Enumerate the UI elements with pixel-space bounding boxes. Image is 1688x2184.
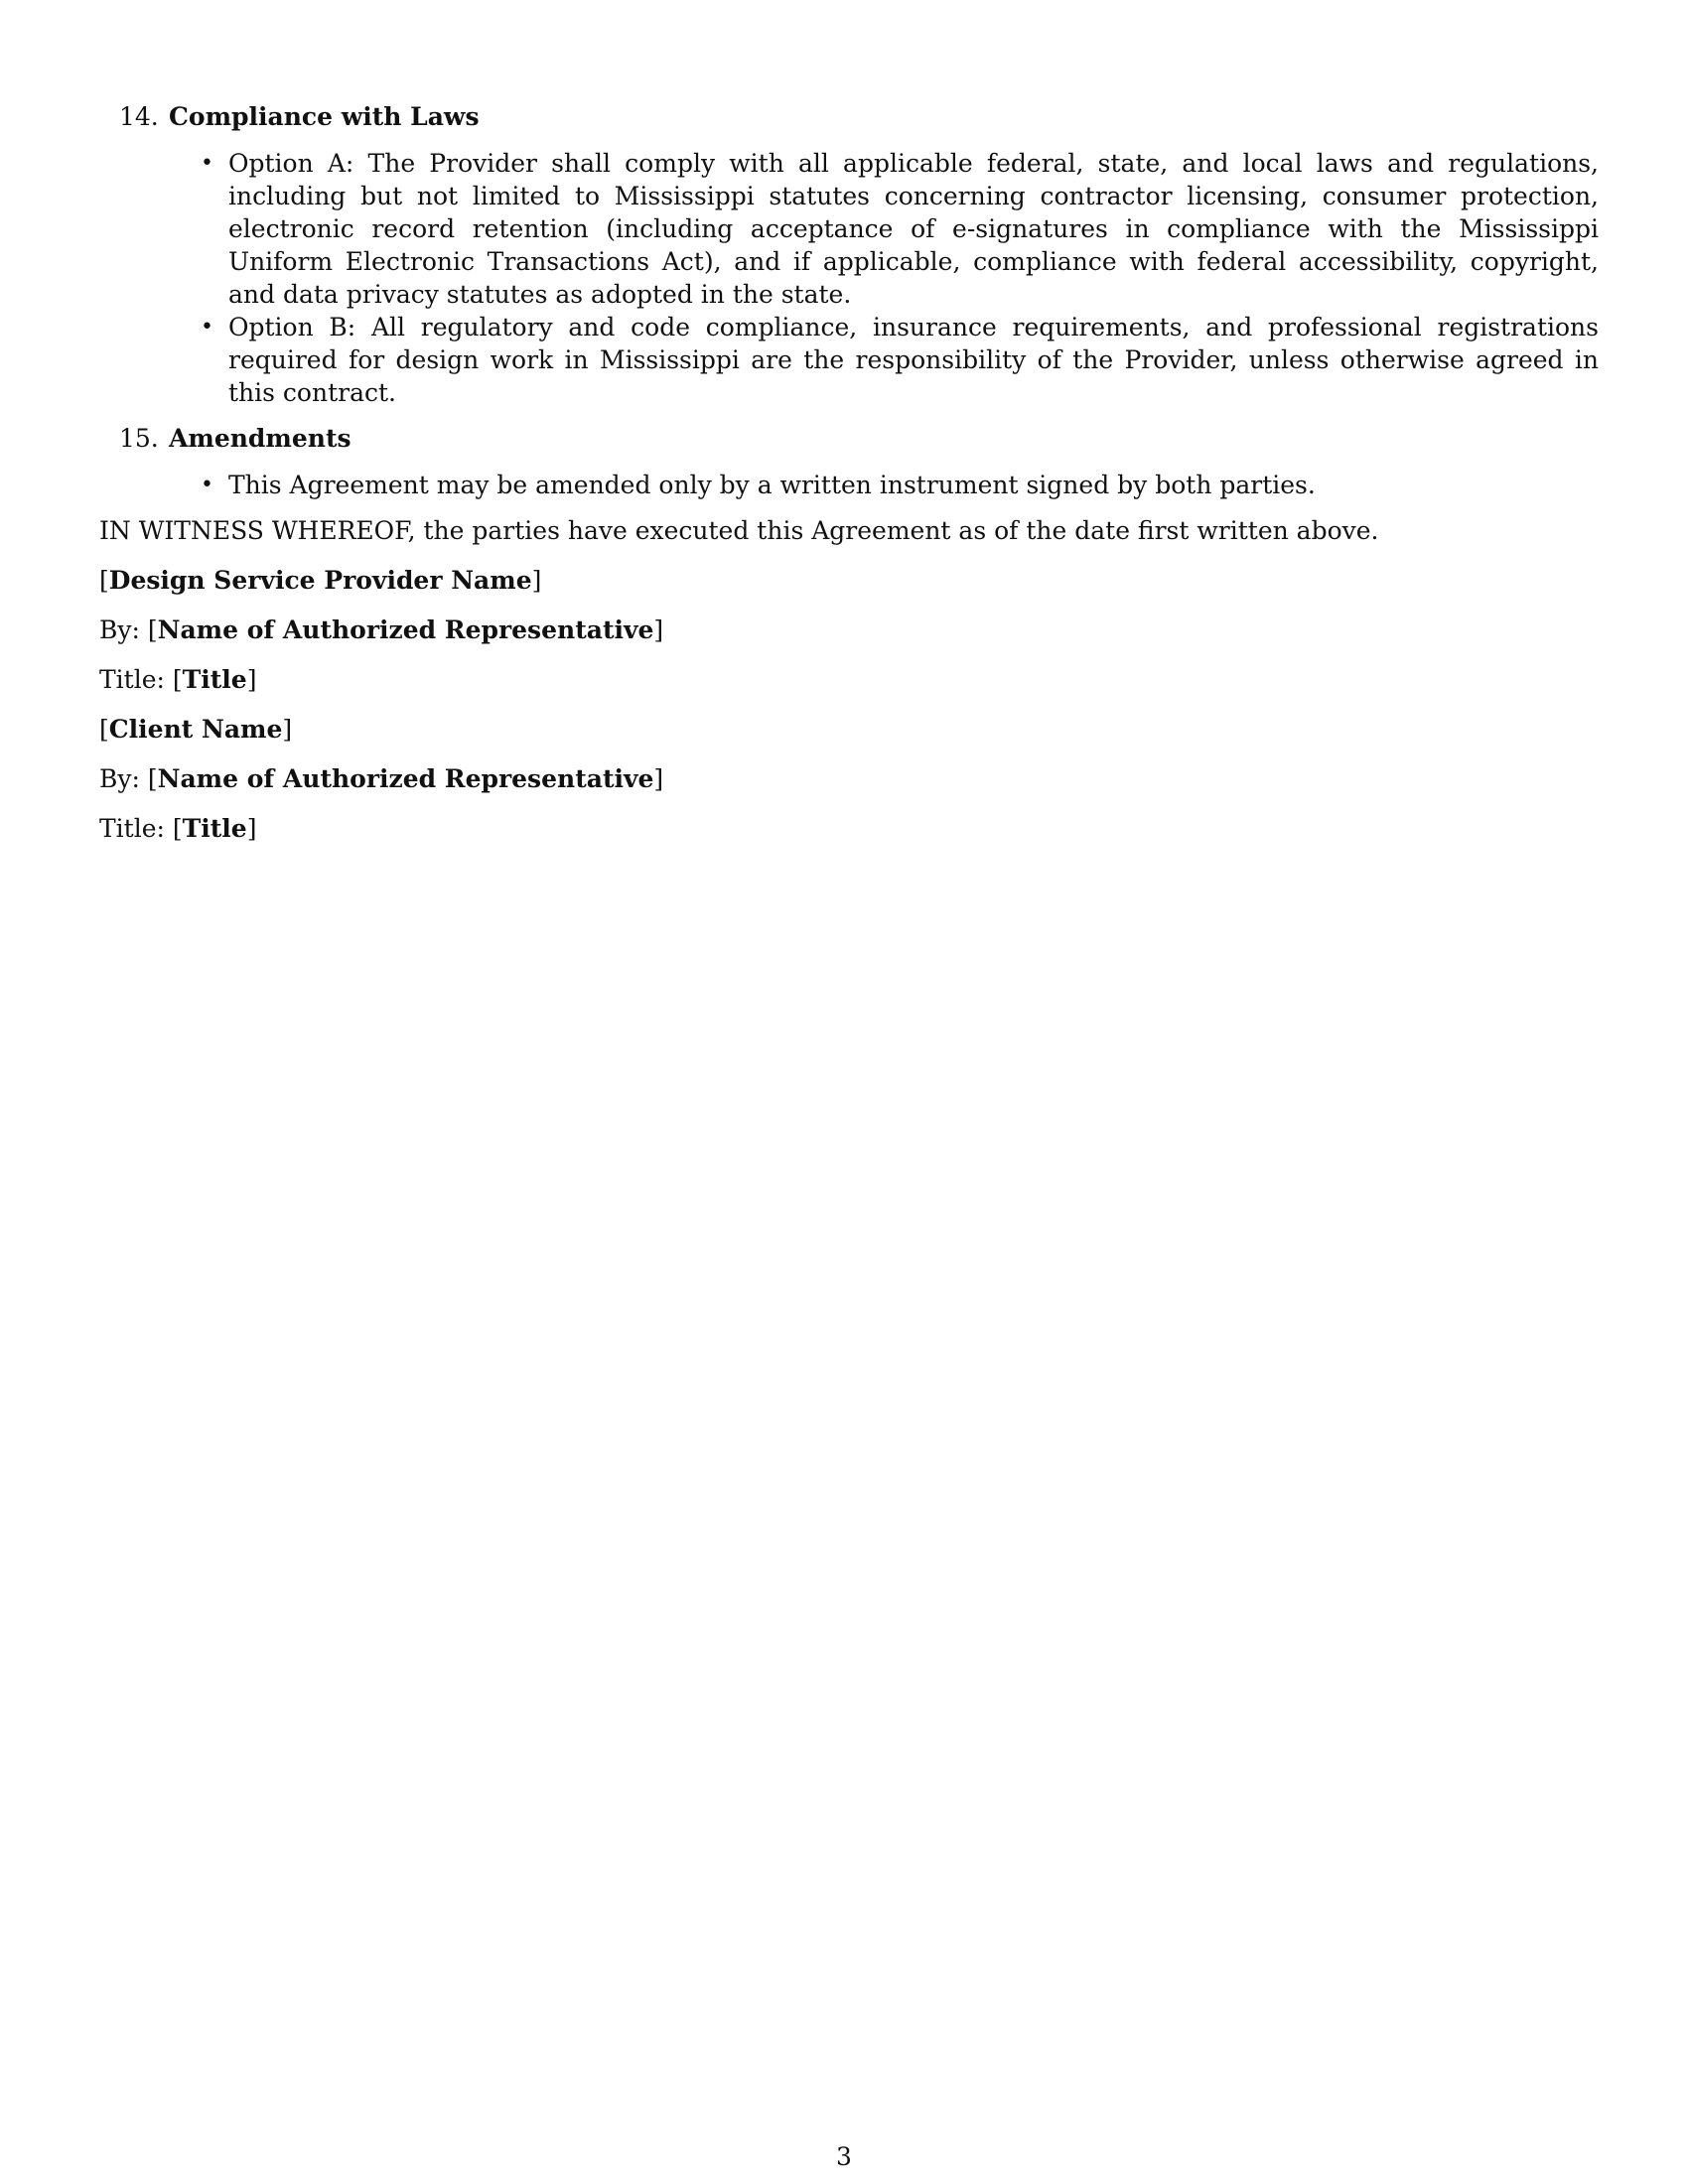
bullet-list bbox=[99, 469, 1589, 501]
section-number: 14. bbox=[119, 102, 159, 131]
bullet-icon: • bbox=[201, 315, 213, 340]
list-item bbox=[201, 469, 1599, 501]
page-number: 3 bbox=[836, 2142, 852, 2171]
provider-by-line: By: [Name of Authorized Representative] bbox=[99, 615, 664, 644]
client-name-line: [Client Name] bbox=[99, 715, 293, 744]
client-signature-block bbox=[99, 710, 1589, 849]
section-amendments bbox=[99, 419, 1589, 501]
list-item-text: Option A: The Provider shall comply with all applicable federal, state, and local laws and regulations, including but not limited to Mississippi statutes concerning contractor licensing, consumer protection, electronic record retention (including acceptance of e-signatures in compliance with the Mississippi Uniform Electronic Transactions Act), and if applicable, compliance with federal accessibility, copyright, and data privacy statutes as adopted in the state. bbox=[228, 149, 1599, 309]
section-compliance-with-laws bbox=[99, 97, 1599, 409]
list-item bbox=[201, 311, 1599, 409]
title-label: Title: bbox=[99, 665, 165, 694]
section-heading bbox=[99, 419, 1589, 459]
bullet-list bbox=[99, 147, 1599, 409]
client-name: Client Name bbox=[108, 715, 283, 744]
client-title: Title bbox=[182, 814, 247, 843]
section-title: Amendments bbox=[169, 424, 352, 453]
document-page bbox=[99, 97, 1599, 849]
provider-name-line: [Design Service Provider Name] bbox=[99, 566, 542, 595]
witness-statement: IN WITNESS WHEREOF, the parties have executed this Agreement as of the date first written above. bbox=[99, 516, 1379, 545]
provider-title-line: Title: [Title] bbox=[99, 665, 257, 694]
list-item bbox=[201, 147, 1599, 311]
provider-title: Title bbox=[182, 665, 247, 694]
section-heading bbox=[99, 97, 1589, 137]
provider-name: Design Service Provider Name bbox=[108, 566, 532, 595]
list-item-text: Option B: All regulatory and code compliance, insurance requirements, and professional registrations required for design work in Mississippi are the responsibility of the Provider, unless otherwise agreed in this contract. bbox=[228, 313, 1599, 407]
bullet-icon: • bbox=[201, 473, 213, 497]
section-title: Compliance with Laws bbox=[169, 102, 480, 131]
client-title-line: Title: [Title] bbox=[99, 814, 257, 843]
provider-representative: Name of Authorized Representative bbox=[157, 615, 654, 644]
provider-signature-block bbox=[99, 561, 1589, 700]
by-label: By: bbox=[99, 764, 140, 793]
client-by-line: By: [Name of Authorized Representative] bbox=[99, 764, 664, 793]
client-representative: Name of Authorized Representative bbox=[157, 764, 654, 793]
bullet-icon: • bbox=[201, 151, 213, 176]
title-label: Title: bbox=[99, 814, 165, 843]
section-number: 15. bbox=[119, 424, 159, 453]
list-item-text: This Agreement may be amended only by a written instrument signed by both parties. bbox=[228, 471, 1316, 499]
by-label: By: bbox=[99, 615, 140, 644]
